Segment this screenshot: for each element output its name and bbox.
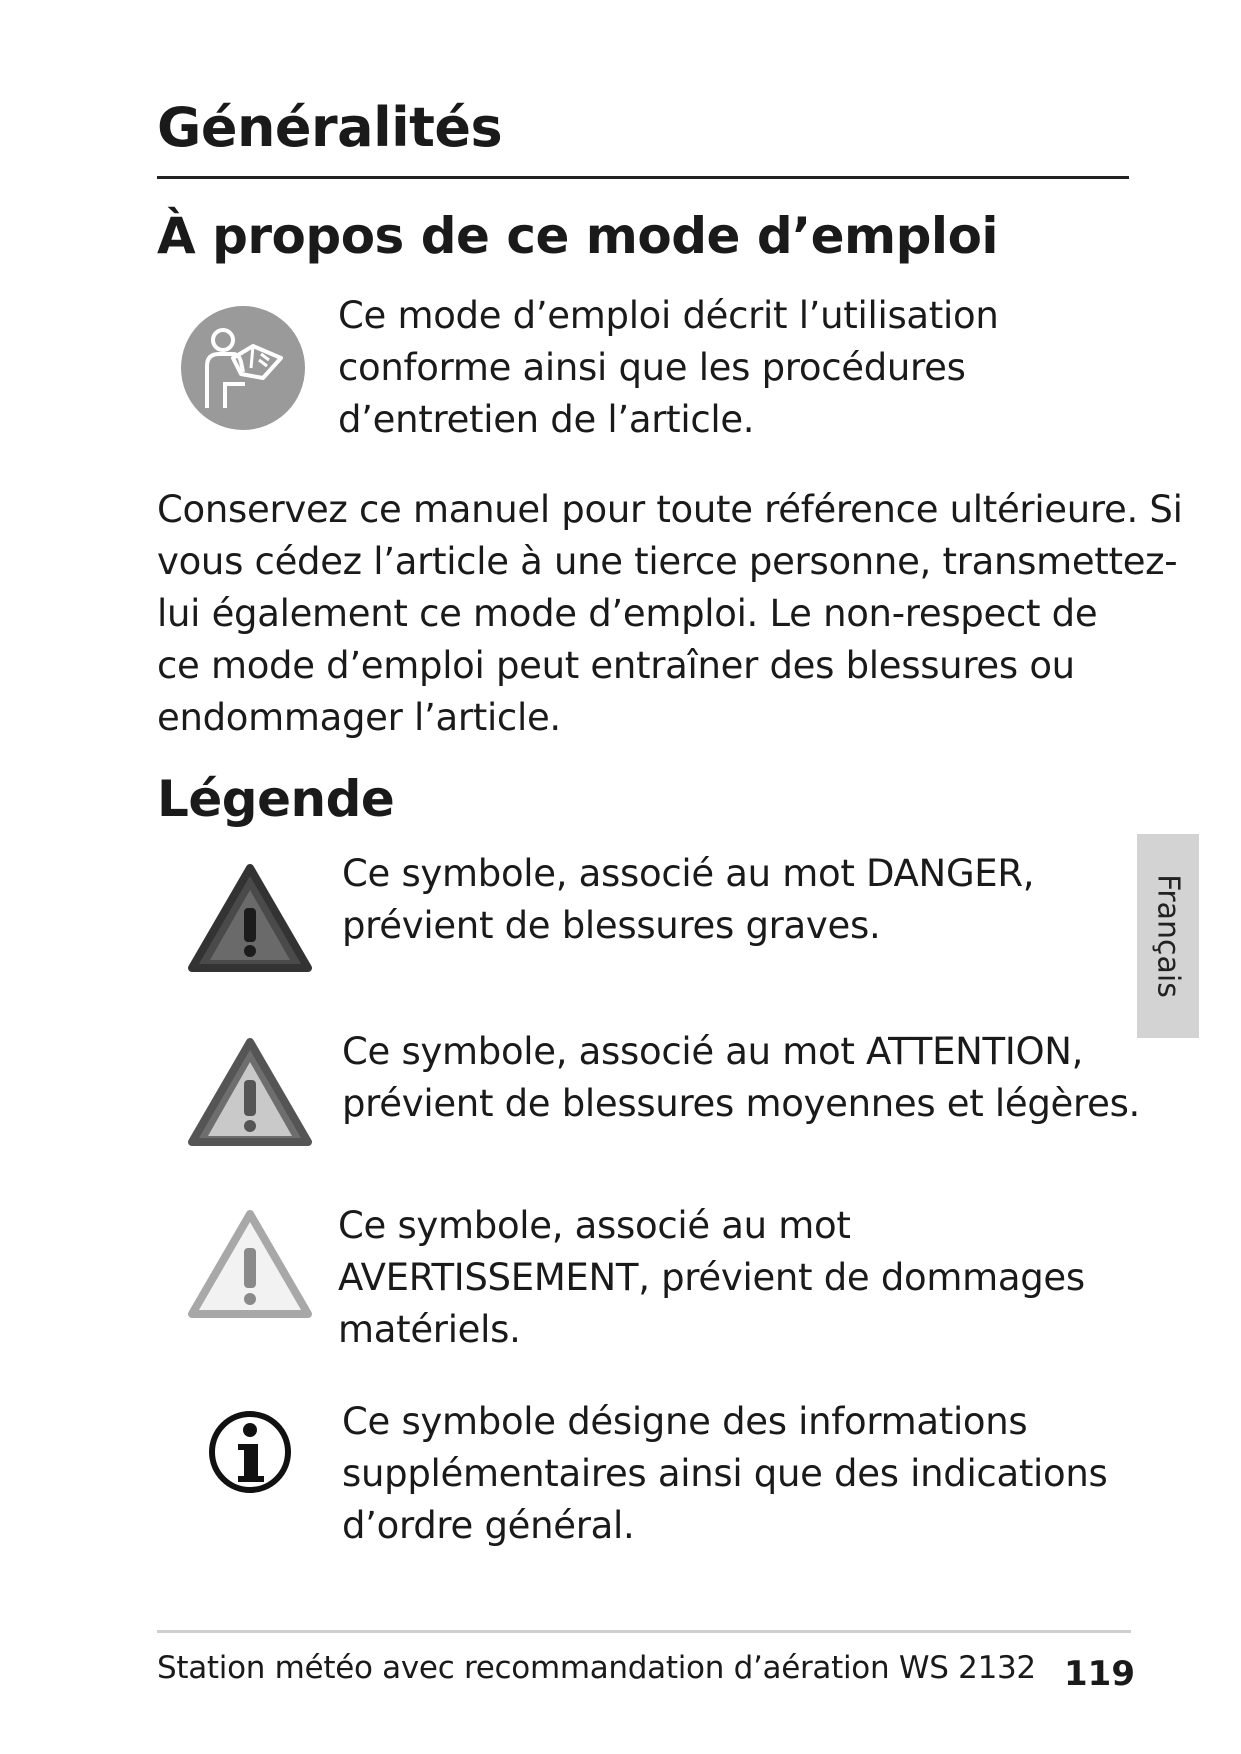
about-intro-line: conforme ainsi que les procédures	[338, 346, 966, 389]
language-tab-label: Français	[1150, 874, 1186, 998]
legend-heading: Légende	[157, 770, 395, 828]
about-intro-line: Ce mode d’emploi décrit l’utilisation	[338, 294, 999, 337]
caution-warning-icon	[186, 1208, 314, 1326]
legend-line: d’ordre général.	[342, 1504, 635, 1547]
about-paragraph-line: ce mode d’emploi peut entraîner des blessures ou	[157, 644, 1075, 687]
legend-info-text	[342, 1396, 1108, 1552]
about-heading: À propos de ce mode d’emploi	[157, 207, 999, 265]
about-paragraph-line: lui également ce mode d’emploi. Le non-respect de	[157, 592, 1098, 635]
legend-line: Ce symbole, associé au mot	[338, 1204, 851, 1247]
info-icon	[206, 1408, 294, 1500]
legend-line: supplémentaires ainsi que des indications	[342, 1452, 1108, 1495]
legend-line: AVERTISSEMENT, prévient de dommages	[338, 1256, 1085, 1299]
about-intro-line: d’entretien de l’article.	[338, 398, 755, 441]
about-paragraph-line: endommager l’article.	[157, 696, 561, 739]
page-number: 119	[1064, 1654, 1135, 1694]
legend-line: prévient de blessures moyennes et légères.	[342, 1082, 1141, 1125]
page-title: Généralités	[157, 96, 503, 159]
about-paragraph-line: vous cédez l’article à une tierce personne, transmettez-	[157, 540, 1178, 583]
read-manual-icon	[181, 306, 305, 434]
title-divider	[157, 176, 1129, 179]
legend-line: prévient de blessures graves.	[342, 904, 881, 947]
legend-caution-text	[338, 1200, 1085, 1356]
legend-line: Ce symbole, associé au mot DANGER,	[342, 852, 1035, 895]
legend-attention-text	[342, 1026, 1140, 1130]
footer-divider	[157, 1630, 1131, 1633]
about-intro	[338, 290, 998, 446]
legend-line: Ce symbole, associé au mot ATTENTION,	[342, 1030, 1084, 1073]
danger-warning-icon	[186, 862, 314, 980]
legend-danger-text	[342, 848, 1034, 952]
legend-line: matériels.	[338, 1308, 521, 1351]
language-tab	[1137, 834, 1199, 1038]
legend-line: Ce symbole désigne des informations	[342, 1400, 1028, 1443]
about-paragraph-line: Conservez ce manuel pour toute référence ultérieure. Si	[157, 488, 1183, 531]
about-paragraph	[157, 484, 1183, 744]
footer-product-name: Station météo avec recommandation d’aération WS 2132	[157, 1650, 1036, 1686]
attention-warning-icon	[186, 1036, 314, 1154]
